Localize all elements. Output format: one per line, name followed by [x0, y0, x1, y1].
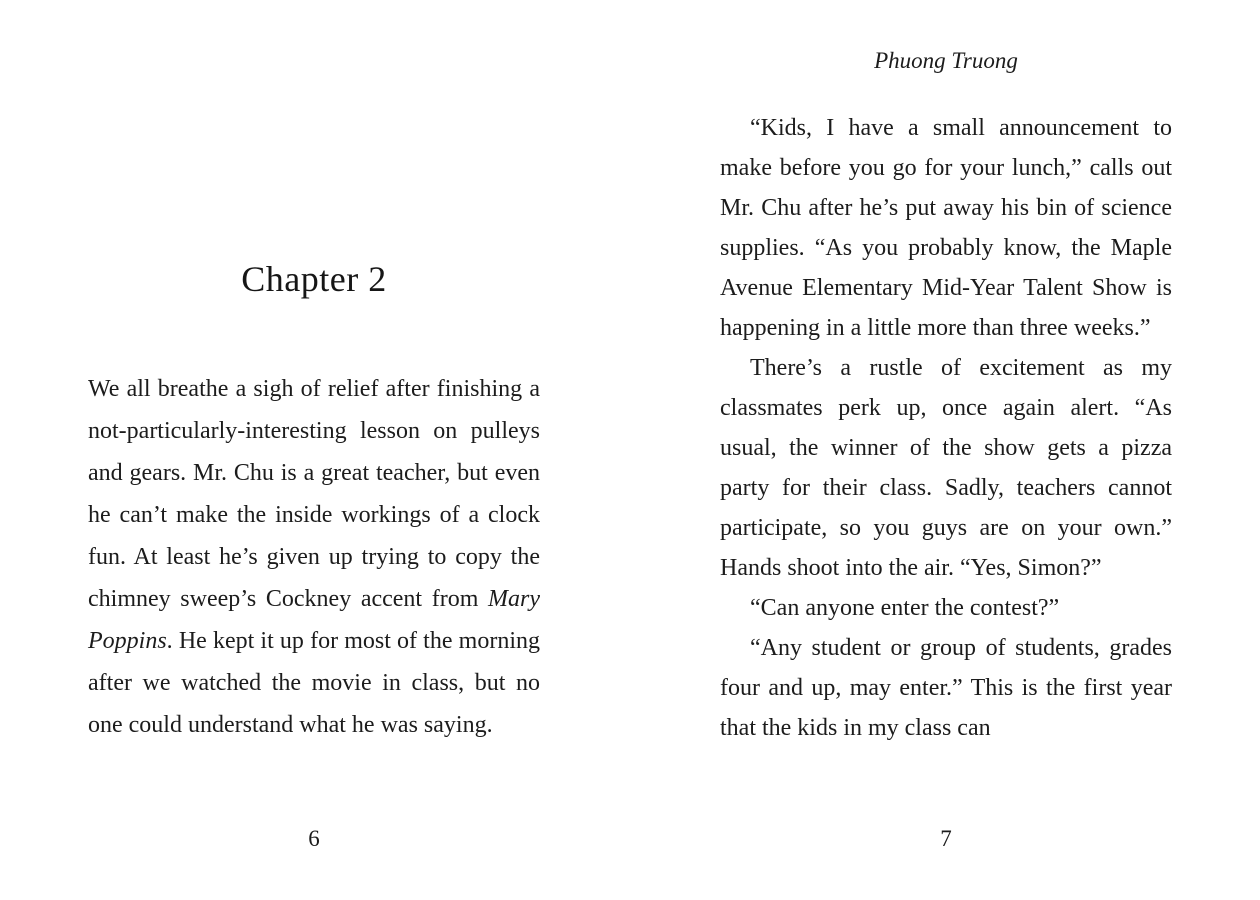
book-title-italic-text: Mary Poppins — [88, 586, 540, 654]
body-paragraph: “Can anyone enter the contest?” — [750, 595, 1060, 621]
paragraph-text: . He kept it up for most of the morning after we watched the movie in class, but no one could understand what he was saying. — [88, 628, 540, 738]
chapter-title: Chapter 2 — [241, 259, 387, 299]
body-paragraph: “Any student or group of students, grades four and up, may enter.” This is the first year that the kids in my class can — [720, 635, 1172, 741]
paragraph-text: We all breathe a sigh of relief after finishing a not-particularly-interesting lesson on pulleys and gears. Mr. Chu is a great teacher, but even he can’t make the inside workings of a clock fun. At least he’s given up trying to copy the chimney sweep’s Cockney accent from — [88, 376, 540, 612]
right-page-body — [720, 108, 1172, 748]
page-number-left: 6 — [308, 826, 320, 851]
running-header: Phuong Truong — [874, 48, 1018, 73]
page-number-right: 7 — [940, 826, 952, 851]
body-paragraph — [88, 368, 540, 746]
left-page — [88, 0, 540, 900]
left-page-body — [88, 368, 540, 746]
right-page — [720, 0, 1172, 900]
body-paragraph: “Kids, I have a small announcement to make before you go for your lunch,” calls out Mr. Chu after he’s put away his bin of science supplies. “As you probably know, the Maple Avenue Elementary Mid-Year Talent Show is happening in a little more than three weeks.” — [720, 115, 1172, 341]
body-paragraph: There’s a rustle of excitement as my classmates perk up, once again alert. “As usual, the winner of the show gets a pizza party for their class. Sadly, teachers cannot participate, so you guys are on your own.” Hands shoot into the air. “Yes, Simon?” — [720, 355, 1172, 581]
